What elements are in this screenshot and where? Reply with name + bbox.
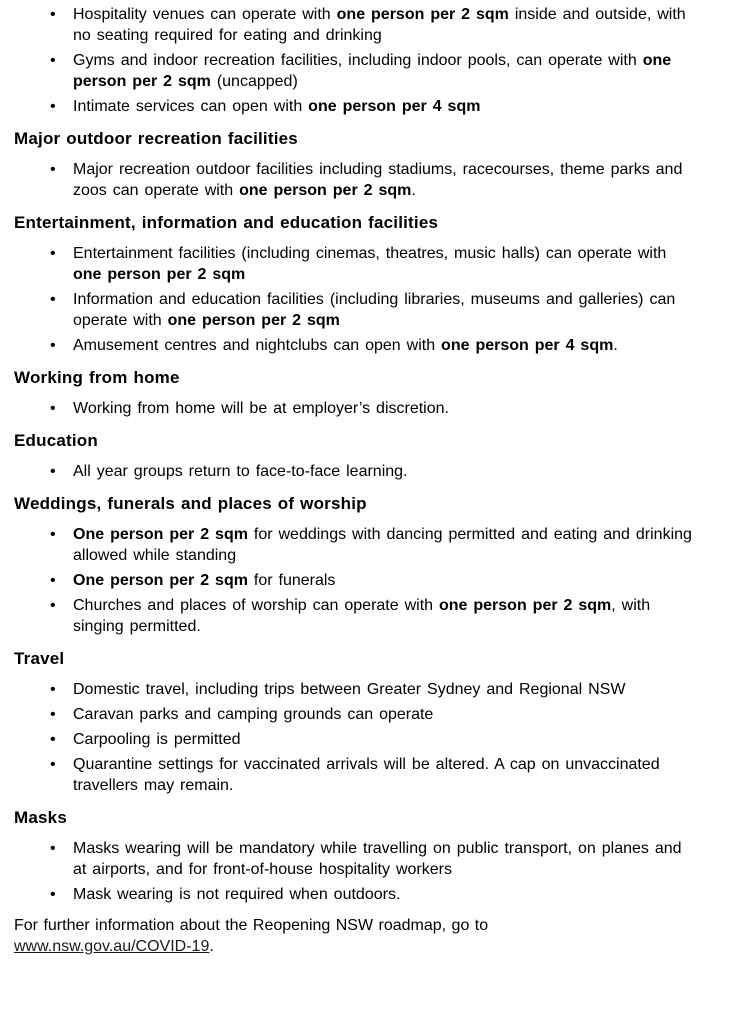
bullet-text (73, 729, 692, 750)
bullet-item (14, 729, 692, 750)
text-segment: Entertainment facilities (including cinemas, theatres, music halls) can operate with (73, 245, 667, 262)
bullet-text (73, 754, 692, 796)
bullet-icon: • (50, 597, 56, 614)
text-segment: . (613, 337, 618, 354)
bullet-icon: • (50, 400, 56, 417)
bullet-list (14, 4, 692, 117)
text-segment: Churches and places of worship can operate with (73, 597, 439, 614)
text-segment: Working from home will be at employer’s discretion. (73, 400, 449, 417)
text-segment: . (411, 182, 416, 199)
footer-paragraph (14, 915, 574, 957)
bullet-item (14, 96, 692, 117)
covid-link[interactable]: www.nsw.gov.au/COVID-19 (14, 938, 210, 955)
bullet-icon: • (50, 337, 56, 354)
bullet-list (14, 398, 692, 419)
bullet-item (14, 524, 692, 566)
text-segment: One person per 2 sqm (73, 526, 248, 543)
text-segment: one person per 2 sqm (336, 6, 509, 23)
bullet-text (73, 884, 692, 905)
text-segment: one person per 4 sqm (441, 337, 614, 354)
bullet-item (14, 754, 692, 796)
text-segment: (uncapped) (210, 73, 298, 90)
bullet-icon: • (50, 463, 56, 480)
bullet-item (14, 289, 692, 331)
bullet-icon: • (50, 756, 56, 773)
bullet-text (73, 50, 692, 92)
bullet-icon: • (50, 706, 56, 723)
text-segment: for weddings with dancing permitted and eating and drinking allowed while standing (73, 526, 692, 564)
text-segment: Major recreation outdoor facilities including stadiums, racecourses, theme parks and zoos can operate with (73, 161, 683, 199)
bullet-text (73, 595, 692, 637)
text-segment: Intimate services can open with (73, 98, 309, 115)
text-segment: For further information about the Reopening NSW roadmap, go to (14, 917, 489, 934)
bullet-icon: • (50, 681, 56, 698)
bullet-item (14, 4, 692, 46)
text-segment: , with singing permitted. (73, 597, 651, 635)
bullet-icon: • (50, 840, 56, 857)
text-segment: one person per 2 sqm (167, 312, 340, 329)
bullet-list (14, 524, 692, 637)
bullet-text (73, 243, 692, 285)
section-heading: Entertainment, information and education facilities (14, 213, 439, 232)
bullet-item (14, 50, 692, 92)
bullet-item (14, 398, 692, 419)
bullet-text (73, 289, 692, 331)
text-segment: Quarantine settings for vaccinated arrivals will be altered. A cap on unvaccinated travellers may remain. (73, 756, 660, 794)
bullet-icon: • (50, 245, 56, 262)
bullet-list (14, 461, 692, 482)
text-segment: one person per 2 sqm (239, 182, 412, 199)
bullet-icon: • (50, 572, 56, 589)
bullet-text (73, 838, 692, 880)
bullet-list (14, 159, 692, 201)
bullet-icon: • (50, 526, 56, 543)
text-segment: . (209, 938, 214, 955)
bullet-item (14, 570, 692, 591)
bullet-item (14, 595, 692, 637)
bullet-item (14, 884, 692, 905)
bullet-text (73, 4, 692, 46)
bullet-icon: • (50, 731, 56, 748)
bullet-text (73, 524, 692, 566)
bullet-list (14, 838, 692, 905)
bullet-text (73, 398, 692, 419)
bullet-text (73, 704, 692, 725)
text-segment: Caravan parks and camping grounds can operate (73, 706, 434, 723)
text-segment: one person per 2 sqm (438, 597, 612, 614)
text-segment: Masks wearing will be mandatory while travelling on public transport, on planes and at airports, and for front-of-house hospitality workers (73, 840, 682, 878)
bullet-item (14, 679, 692, 700)
text-segment: Amusement centres and nightclubs can open with (73, 337, 442, 354)
bullet-text (73, 335, 692, 356)
section-heading: Working from home (14, 368, 180, 387)
bullet-icon: • (50, 886, 56, 903)
text-segment: Gyms and indoor recreation facilities, including indoor pools, can operate with (73, 52, 643, 69)
text-segment: Carpooling is permitted (73, 731, 241, 748)
bullet-text (73, 461, 692, 482)
bullet-text (73, 570, 692, 591)
bullet-icon: • (50, 52, 56, 69)
text-segment: All year groups return to face-to-face learning. (73, 463, 408, 480)
bullet-item (14, 838, 692, 880)
section-heading: Masks (14, 808, 67, 827)
section-heading: Education (14, 431, 98, 450)
section-heading: Major outdoor recreation facilities (14, 129, 298, 148)
bullet-icon: • (50, 98, 56, 115)
bullet-item (14, 704, 692, 725)
bullet-text (73, 96, 692, 117)
bullet-text (73, 679, 692, 700)
bullet-item (14, 461, 692, 482)
bullet-icon: • (50, 291, 56, 308)
text-segment: Domestic travel, including trips between Greater Sydney and Regional NSW (73, 681, 626, 698)
text-segment: Information and education facilities (including libraries, museums and galleries) can operate with (73, 291, 676, 329)
section-heading: Travel (14, 649, 65, 668)
text-segment: one person per 2 sqm (73, 266, 246, 283)
text-segment: inside and outside, with no seating required for eating and drinking (73, 6, 686, 44)
bullet-list (14, 243, 692, 356)
text-segment: one person per 4 sqm (308, 98, 481, 115)
bullet-icon: • (50, 6, 56, 23)
text-segment: Mask wearing is not required when outdoors. (73, 886, 401, 903)
bullet-item (14, 159, 692, 201)
text-segment: one person per 2 sqm (73, 52, 672, 90)
bullet-icon: • (50, 161, 56, 178)
text-segment: One person per 2 sqm (73, 572, 248, 589)
bullet-item (14, 335, 692, 356)
bullet-list (14, 679, 692, 796)
text-segment: for funerals (247, 572, 336, 589)
section-heading: Weddings, funerals and places of worship (14, 494, 367, 513)
bullet-item (14, 243, 692, 285)
text-segment: Hospitality venues can operate with (73, 6, 337, 23)
bullet-text (73, 159, 692, 201)
